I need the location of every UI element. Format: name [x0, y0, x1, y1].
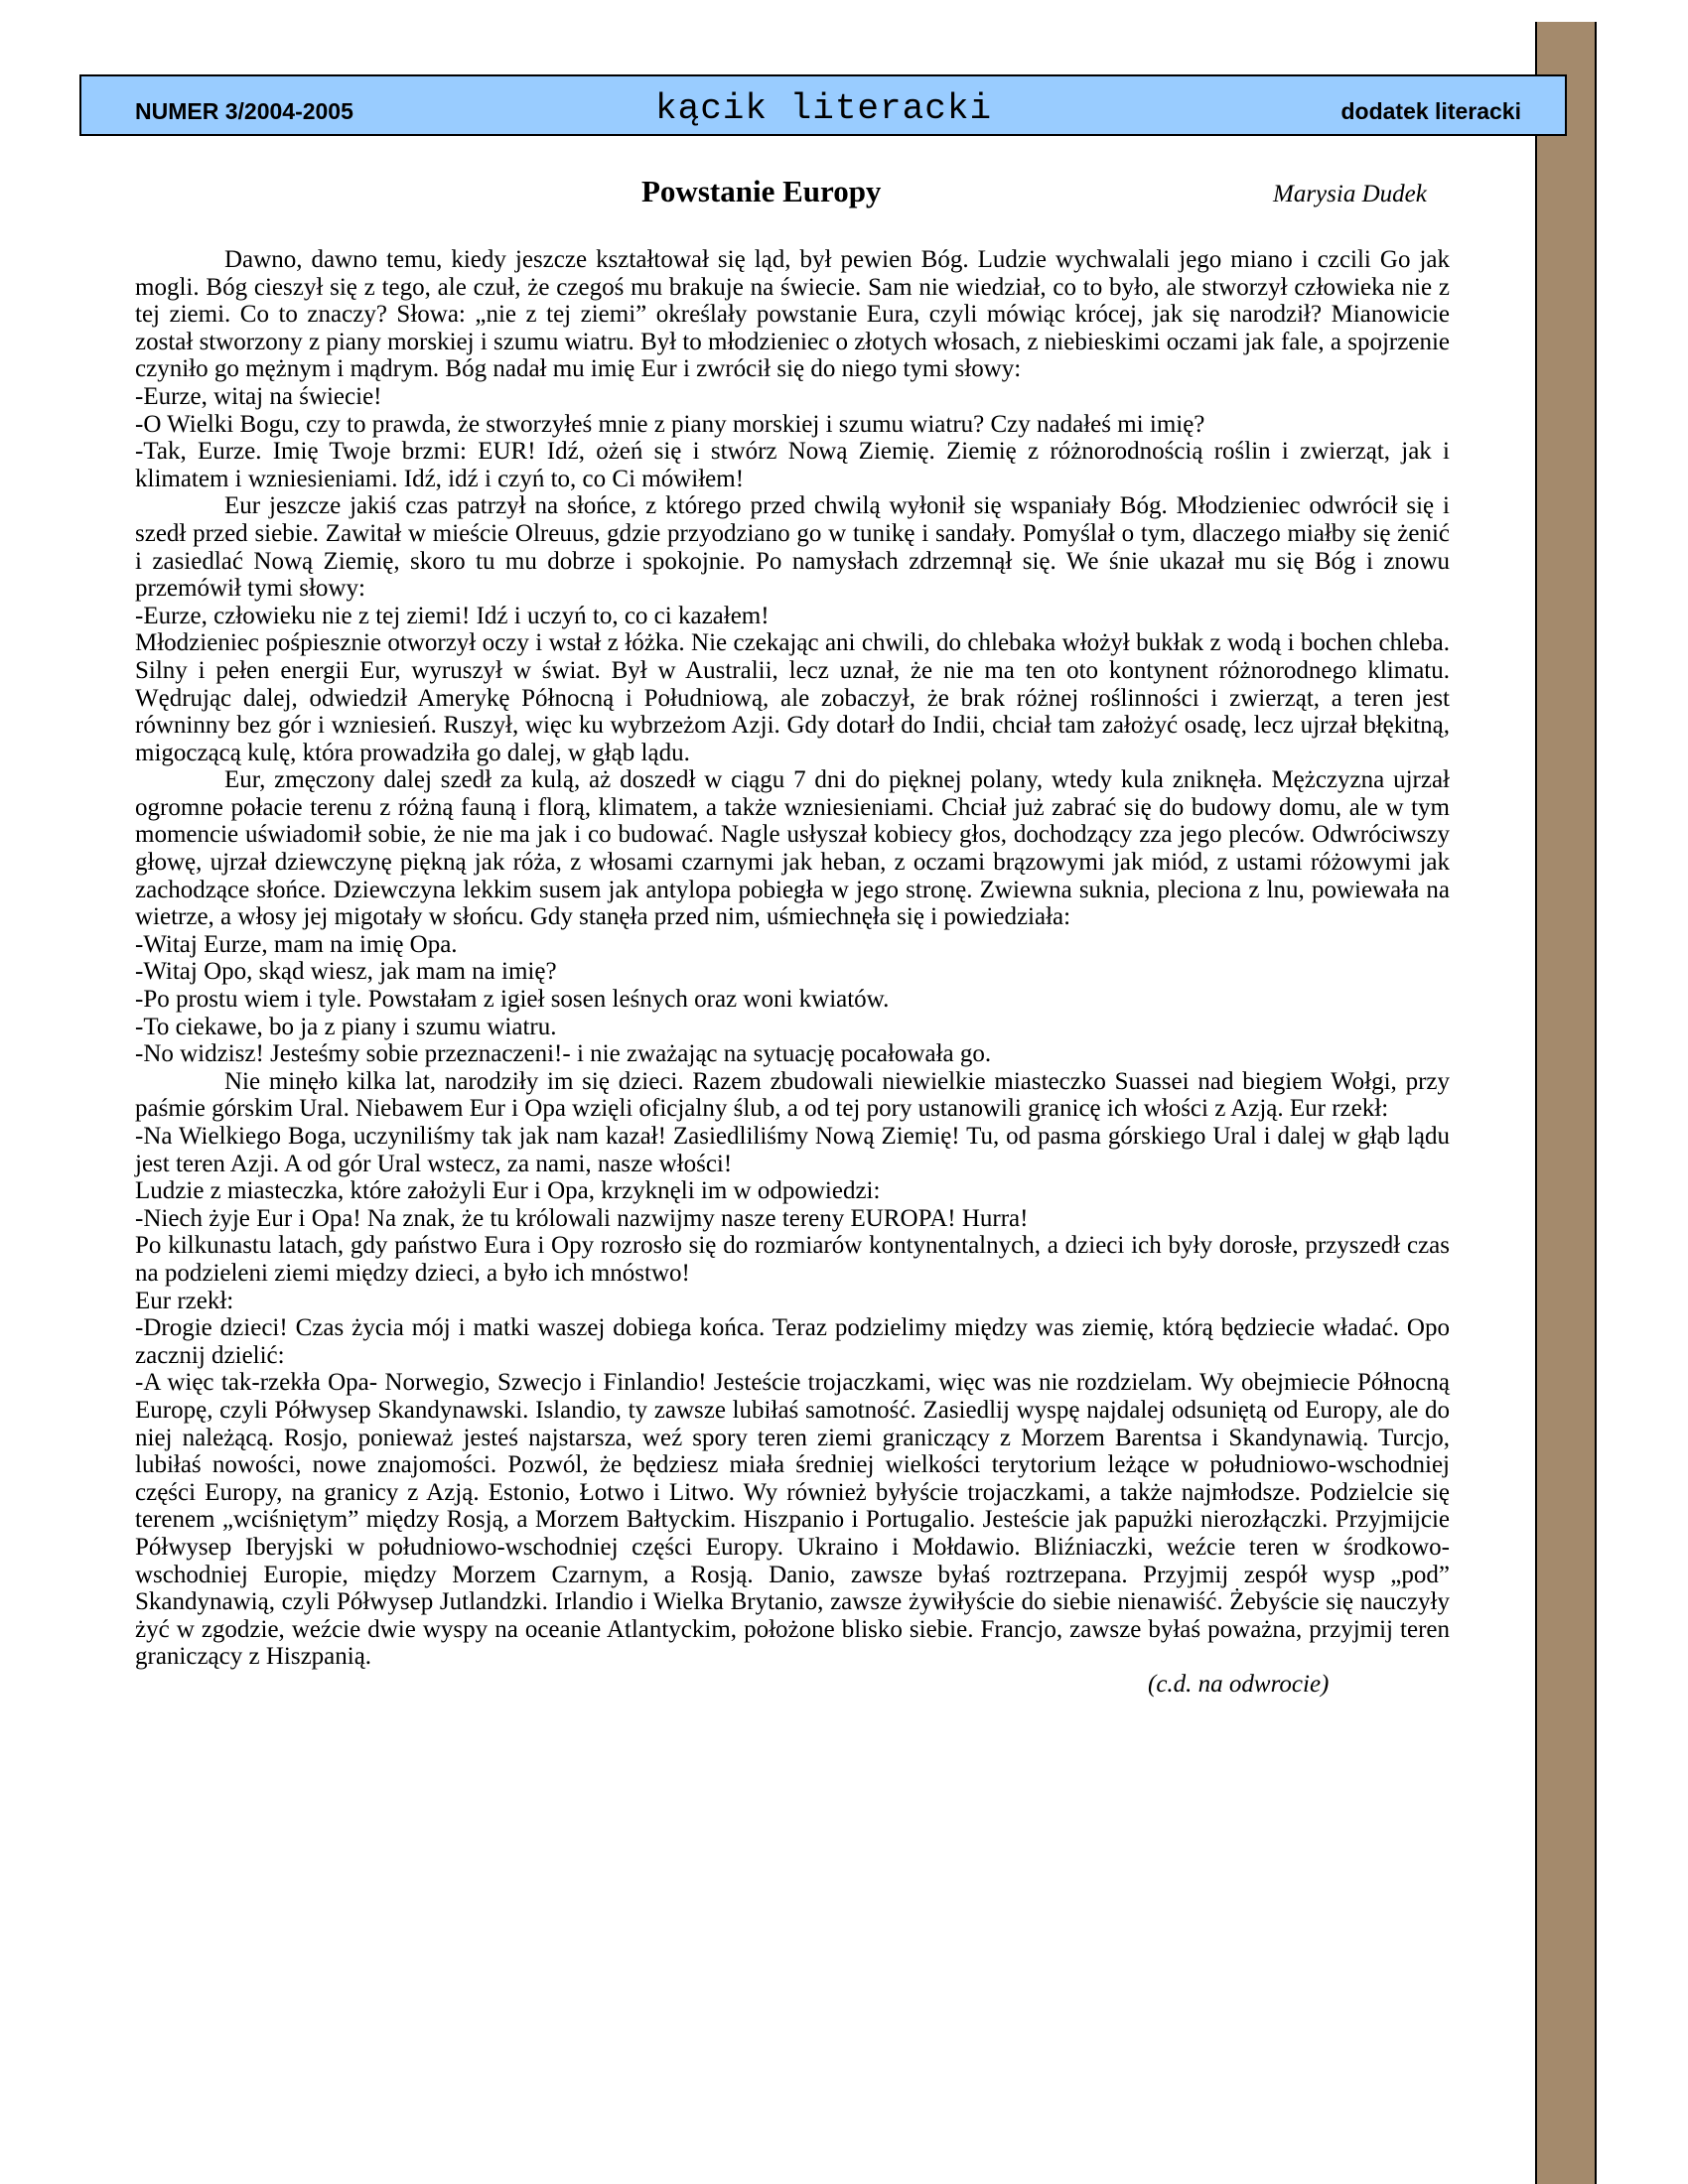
dialogue-line: -O Wielki Bogu, czy to prawda, że stworzyłeś mnie z piany morskiej i szumu wiatru? Czy nadałeś mi imię? [135, 410, 1205, 438]
issue-number: NUMER 3/2004-2005 [135, 98, 353, 124]
paragraph: Dawno, dawno temu, kiedy jeszcze kształtował się ląd, był pewien Bóg. Ludzie wychwalali jego miano i czcili Go jak mogli. Bóg cieszył się z tego, ale czuł, że czegoś mu brakuje na świecie. Sam nie wiedział, co to było, ale stworzył człowieka nie z tej ziemi. Co to znaczy? Słowa: „nie z tej ziemi” określały powstanie Eura, czyli mówiąc krócej, jak się narodził? Mianowicie został stworzony z piany morskiej i szumu wiatru. Był to młodzieniec o złotych włosach, z niebieskimi oczami jak fale, a spojrzenie czyniło go mężnym i mądrym. Bóg nadał mu imię Eur i zwrócił się do niego tymi słowy: [135, 246, 1450, 383]
dialogue-line: -Drogie dzieci! Czas życia mój i matki waszej dobiega końca. Teraz podzielimy między was ziemię, którą będziecie władać. Opo zacznij dzielić: [135, 1314, 1450, 1369]
column-title: kącik literacki [655, 88, 993, 129]
paragraph: Eur rzekł: [135, 1287, 234, 1314]
dialogue-line: -Niech żyje Eur i Opa! Na znak, że tu królowali nazwijmy nasze tereny EUROPA! Hurra! [135, 1204, 1029, 1232]
supplement-label: dodatek literacki [1340, 98, 1521, 124]
paragraph: Po kilkunastu latach, gdy państwo Eura i Opy rozrosło się do rozmiarów kontynentalnych, a dzieci ich były dorosłe, przyszedł czas na podzieleni ziemi między dzieci, a było ich mnóstwo! [135, 1232, 1450, 1287]
page-header [79, 74, 1567, 136]
dialogue-line: -To ciekawe, bo ja z piany i szumu wiatru. [135, 1013, 557, 1040]
dialogue-line: -Witaj Opo, skąd wiesz, jak mam na imię? [135, 958, 557, 986]
article-body [135, 246, 1450, 1698]
dialogue-line: -Tak, Eurze. Imię Twoje brzmi: EUR! Idź, ożeń się i stwórz Nową Ziemię. Ziemię z różnorodnością roślin i zwierząt, jak i klimatem i wzniesieniami. Idź, idź i czyń to, co Ci mówiłem! [135, 438, 1450, 492]
dialogue-line: -Po prostu wiem i tyle. Powstałam z igieł sosen leśnych oraz woni kwiatów. [135, 986, 890, 1014]
decorative-side-bar [1535, 22, 1597, 2184]
dialogue-line: -No widzisz! Jesteśmy sobie przeznaczeni!- i nie zważając na sytuację pocałowała go. [135, 1040, 992, 1068]
paragraph: Nie minęło kilka lat, narodziły im się dzieci. Razem zbudowali niewielkie miasteczko Suassei nad biegiem Wołgi, przy paśmie górskim Ural. Niebawem Eur i Opa wzięli oficjalny ślub, a od tej pory ustanowili granicę ich włości z Azją. Eur rzekł: [135, 1067, 1450, 1123]
paragraph: Eur jeszcze jakiś czas patrzył na słońce, z którego przed chwilą wyłonił się wspaniały Bóg. Młodzieniec odwrócił się i szedł przed siebie. Zawitał w mieście Olreuus, gdzie przyodziano go w tunikę i sandały. Pomyślał o tym, dlaczego miałby się żenić i zasiedlać Nową Ziemię, skoro tu mu dobrze i spokojnie. Po namysłach zdrzemnął się. We śnie ukazał mu się Bóg i znowu przemówił tymi słowy: [135, 492, 1450, 603]
paragraph: Młodzieniec pośpiesznie otworzył oczy i wstał z łóżka. Nie czekając ani chwili, do chlebaka włożył bukłak z wodą i bochen chleba. Silny i pełen energii Eur, wyruszył w świat. Był w Australii, lecz uznał, że nie ma ten oto kontynent różnorodnego klimatu. Wędrując dalej, odwiedził Amerykę Północną i Południową, ale zobaczył, że brak różnej roślinności i zwierząt, a teren jest równinny bez gór i wzniesień. Ruszył, więc ku wybrzeżom Azji. Gdy dotarł do Indii, chciał tam założyć osadę, lecz ujrzał błękitną, migoczącą kulę, która prowadziła go dalej, w głąb lądu. [135, 629, 1450, 766]
continued-line [135, 1671, 1450, 1699]
paragraph: Ludzie z miasteczka, które założyli Eur i Opa, krzyknęli im w odpowiedzi: [135, 1177, 881, 1205]
article-title: Powstanie Europy [641, 174, 882, 208]
dialogue-line: -Eurze, witaj na świecie! [135, 382, 382, 410]
continued-note: (c.d. na odwrocie) [1148, 1670, 1330, 1698]
paragraph: Eur, zmęczony dalej szedł za kulą, aż doszedł w ciągu 7 dni do pięknej polany, wtedy kula zniknęła. Mężczyzna ujrzał ogromne połacie terenu z różną fauną i florą, klimatem, a także wzniesieniami. Chciał już zabrać się do budowy domu, ale w tym momencie uświadomił sobie, że nie ma jak i co budować. Nagle usłyszał kobiecy głos, dochodzący zza jego pleców. Odwróciwszy głowę, ujrzał dziewczynę piękną jak róża, z włosami czarnymi jak heban, z oczami brązowymi jak miód, z ustami różowymi jak zachodzące słońce. Dziewczyna lekkim susem jak antylopa pobiegła w jego stronę. Zwiewna suknia, pleciona z lnu, powiewała na wietrze, a włosy jej migotały w słońcu. Gdy stanęła przed nim, uśmiechnęła się i powiedziała: [135, 766, 1450, 931]
dialogue-line: -Na Wielkiego Boga, uczyniliśmy tak jak nam kazał! Zasiedliliśmy Nową Ziemię! Tu, od pasma górskiego Ural i dalej w głąb lądu jest teren Azji. A od gór Ural wstecz, za nami, nasze włości! [135, 1123, 1450, 1177]
dialogue-line: -Eurze, człowieku nie z tej ziemi! Idź i uczyń to, co ci kazałem! [135, 602, 770, 629]
dialogue-line: -A więc tak-rzekła Opa- Norwegio, Szwecjo i Finlandio! Jesteście trojaczkami, więc was nie rozdzielam. Wy obejmiecie Północną Europę, czyli Półwysep Skandynawski. Islandio, ty zawsze lubiłaś samotność. Zasiedlij wyspę najdalej odsuniętą od Europy, ale do niej należącą. Rosjo, ponieważ jesteś najstarsza, weź spory teren ziemi graniczący z Morzem Barentsa i Skandynawią. Turcjo, lubiłaś nowości, nowe znajomości. Pozwól, że będziesz miała średniej wielkości terytorium leżące w południowo-wschodniej części Europy, na granicy z Azją. Estonio, Łotwo i Litwo. Wy również byłyście trojaczkami, a także najmłodsze. Podzielcie się terenem „wciśniętym” między Rosją, a Morzem Bałtyckim. Hiszpanio i Portugalio. Jesteście jak papużki nierozłączki. Przyjmijcie Półwysep Iberyjski w południowo-wschodniej części Europy. Ukraino i Mołdawio. Bliźniaczki, weźcie teren w środkowo-wschodniej Europie, między Morzem Czarnym, a Rosją. Danio, zawsze byłaś roztrzepana. Przyjmij zespół wysp „pod” Skandynawią, czyli Półwysep Jutlandzki. Irlandio i Wielka Brytanio, zawsze żywiłyście do siebie nienawiść. Żebyście się nauczyły żyć w zgodzie, weźcie dwie wyspy na oceanie Atlantyckim, położone blisko siebie. Francjo, zawsze byłaś poważna, przyjmij teren graniczący z Hiszpanią. [135, 1369, 1450, 1671]
dialogue-line: -Witaj Eurze, mam na imię Opa. [135, 930, 458, 958]
article-author: Marysia Dudek [1273, 181, 1427, 207]
